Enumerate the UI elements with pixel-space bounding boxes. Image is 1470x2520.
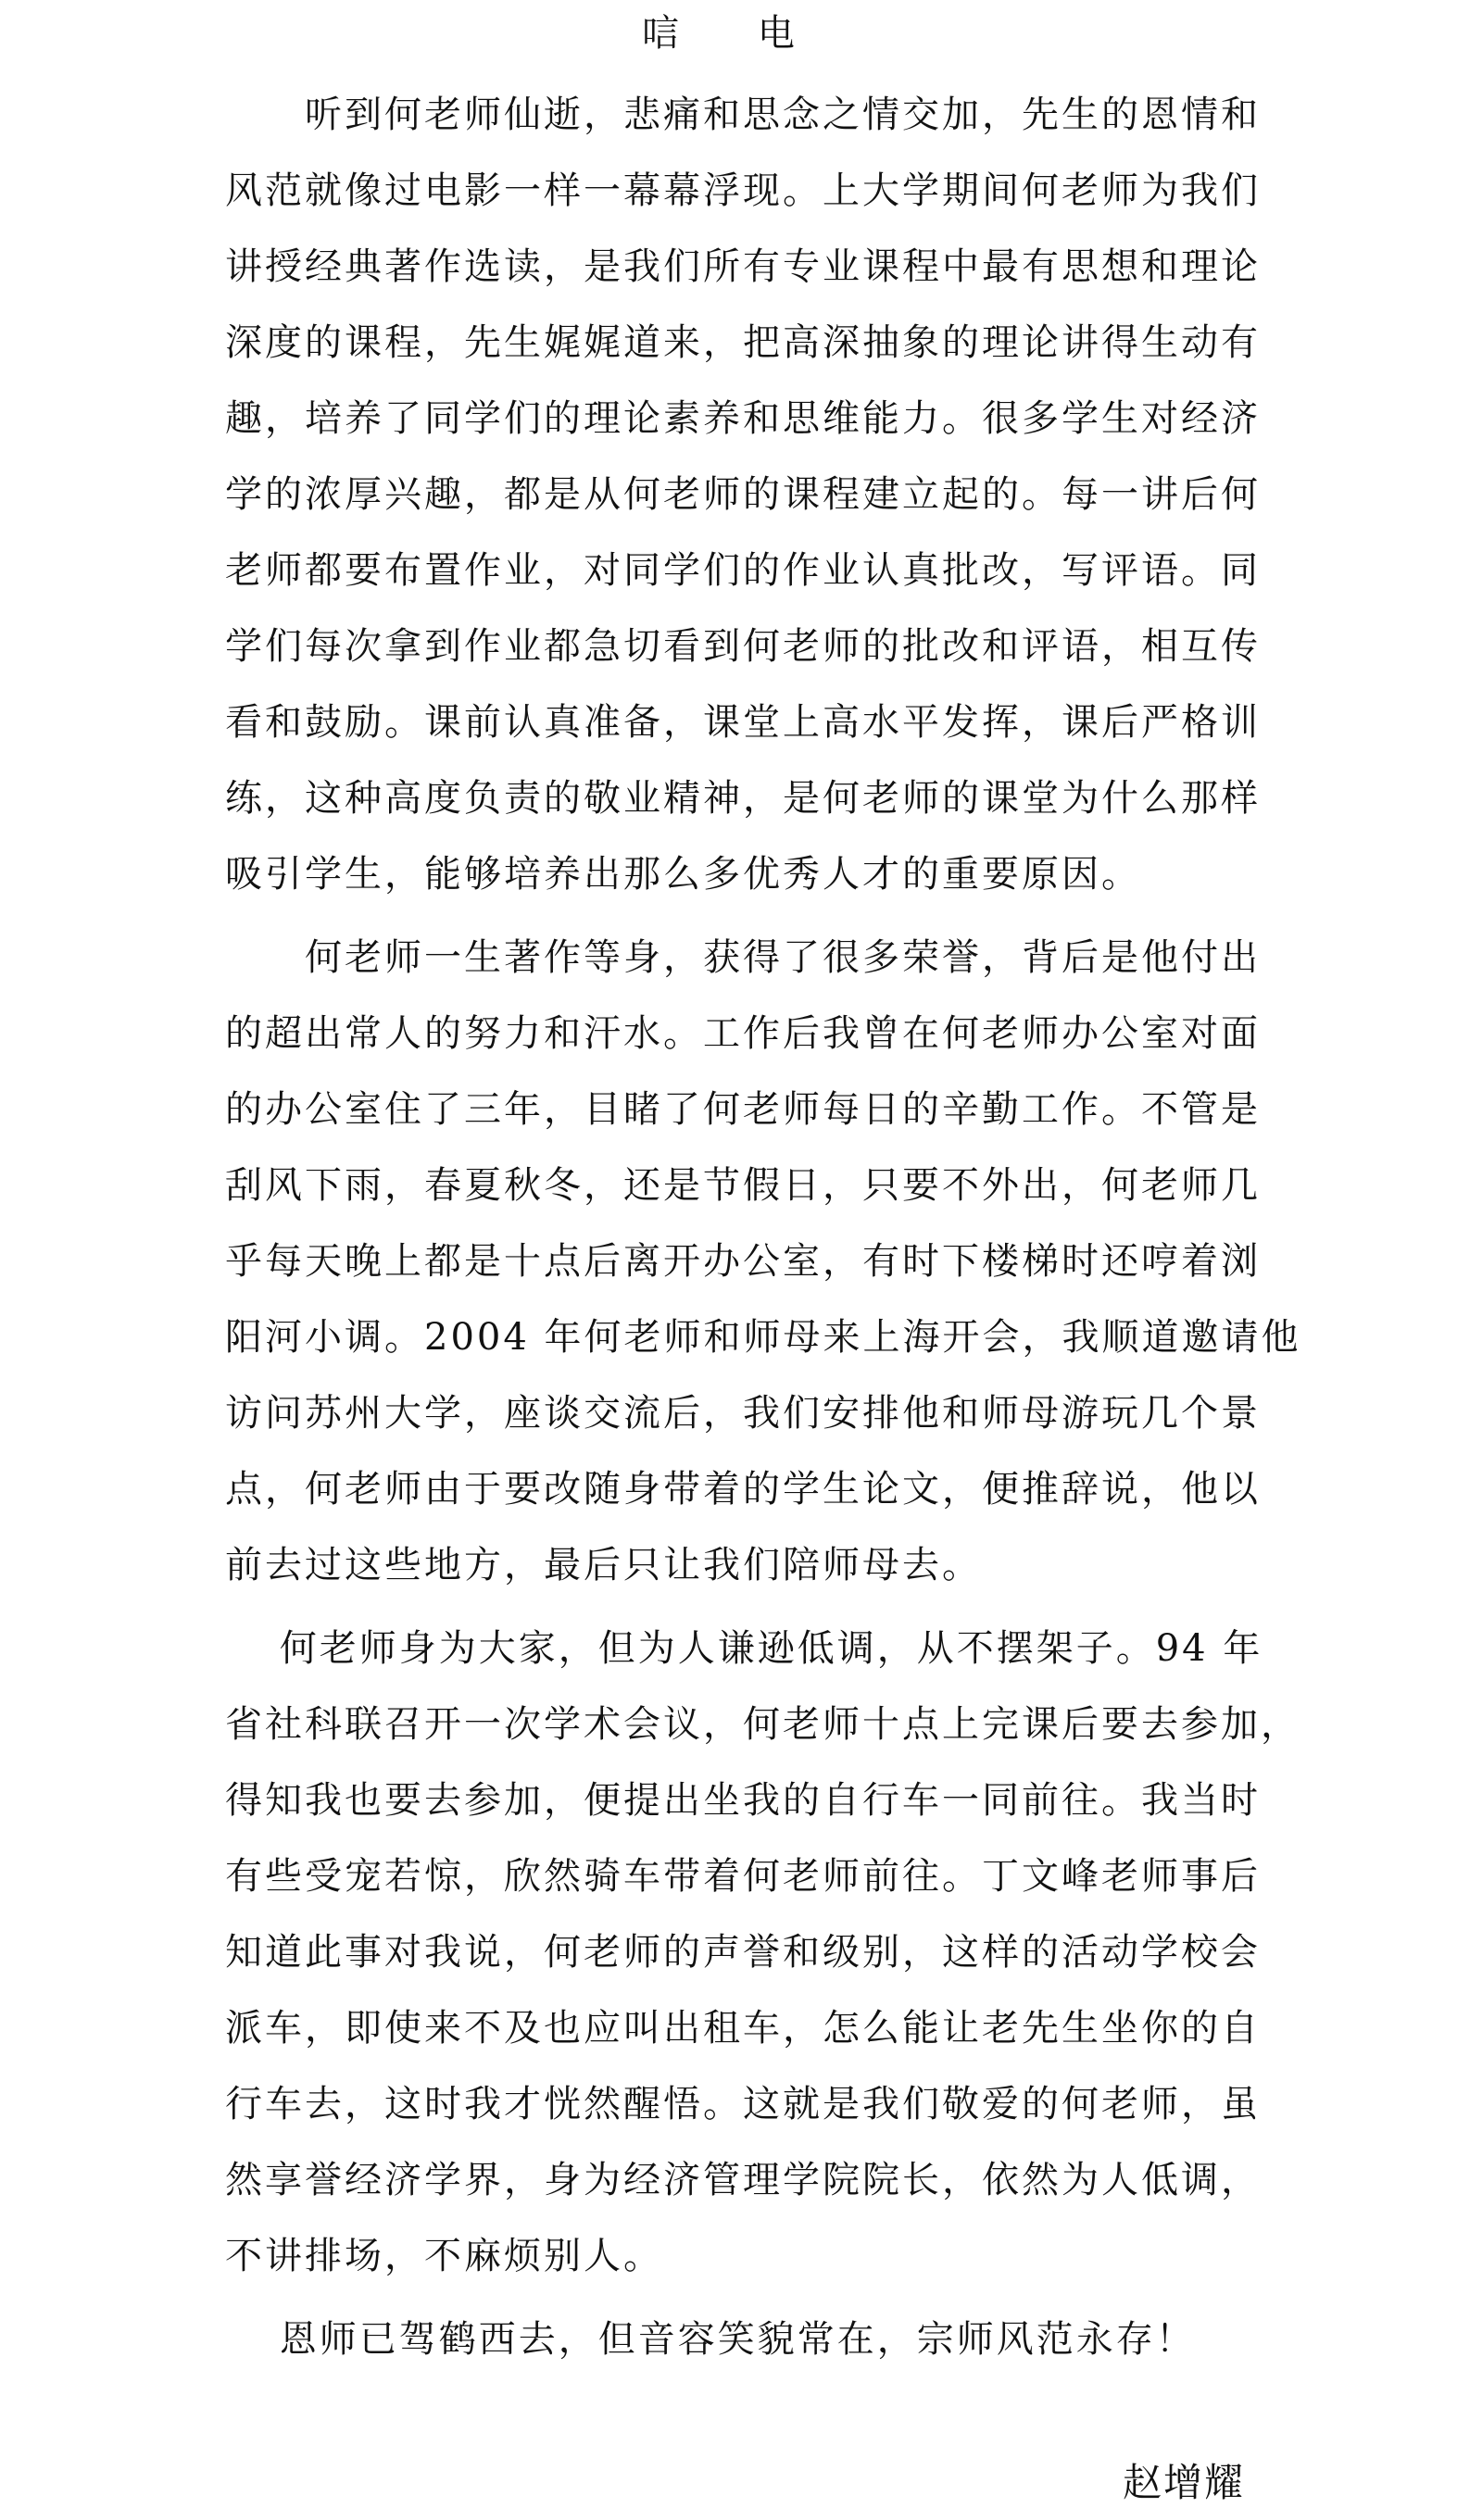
- body-line: 风范就像过电影一样一幕幕浮现。上大学期间何老师为我们: [225, 169, 1261, 212]
- body-line: 练，这种高度负责的敬业精神，是何老师的课堂为什么那样: [225, 777, 1261, 820]
- body-line: 不讲排场，不麻烦别人。: [225, 2235, 663, 2277]
- signature: 赵增耀: [1123, 2460, 1246, 2505]
- body-line: 前去过这些地方，最后只让我们陪师母去。: [225, 1544, 982, 1586]
- body-line: 的办公室住了三年，目睹了何老师每日的辛勤工作。不管是: [225, 1088, 1261, 1131]
- body-line: 趣，培养了同学们的理论素养和思维能力。很多学生对经济: [225, 397, 1261, 440]
- body-line: 乎每天晚上都是十点后离开办公室，有时下楼梯时还哼着浏: [225, 1240, 1261, 1283]
- document-title: 唁 电: [642, 12, 828, 55]
- body-line: 看和鼓励。课前认真准备，课堂上高水平发挥，课后严格训: [225, 701, 1261, 744]
- body-line: 恩师已驾鹤西去，但音容笑貌常在，宗师风范永存！: [225, 2318, 1196, 2361]
- body-line: 的超出常人的努力和汗水。工作后我曾在何老师办公室对面: [225, 1012, 1261, 1055]
- body-line: 何老师一生著作等身，获得了很多荣誉，背后是他付出: [225, 936, 1261, 979]
- body-line: 学们每次拿到作业都急切看到何老师的批改和评语，相互传: [225, 625, 1261, 668]
- body-line: 有些受宠若惊，欣然骑车带着何老师前往。丁文峰老师事后: [225, 1855, 1261, 1898]
- body-line: 讲授经典著作选读，是我们所有专业课程中最有思想和理论: [225, 245, 1261, 288]
- body-line: 深度的课程，先生娓娓道来，把高深抽象的理论讲得生动有: [225, 321, 1261, 364]
- body-line: 阳河小调。2004 年何老师和师母来上海开会，我顺道邀请他: [225, 1316, 1301, 1359]
- body-line: 听到何老师仙逝，悲痛和思念之情交加，先生的恩情和: [225, 94, 1261, 136]
- body-line: 省社科联召开一次学术会议，何老师十点上完课后要去参加，: [225, 1703, 1300, 1746]
- body-line: 老师都要布置作业，对同学们的作业认真批改，写评语。同: [225, 549, 1261, 592]
- body-line: 知道此事对我说，何老师的声誉和级别，这样的活动学校会: [225, 1931, 1261, 1974]
- body-line: 然享誉经济学界，身为经济管理学院院长，依然为人低调，: [225, 2159, 1261, 2201]
- body-line: 吸引学生，能够培养出那么多优秀人才的重要原因。: [225, 853, 1141, 896]
- body-line: 得知我也要去参加，便提出坐我的自行车一同前往。我当时: [225, 1779, 1261, 1822]
- body-line: 点，何老师由于要改随身带着的学生论文，便推辞说，他以: [225, 1468, 1261, 1511]
- body-line: 行车去，这时我才恍然醒悟。这就是我们敬爱的何老师，虽: [225, 2083, 1261, 2125]
- body-line: 何老师身为大家，但为人谦逊低调，从不摆架子。94 年: [225, 1627, 1263, 1670]
- body-line: 访问苏州大学，座谈交流后，我们安排他和师母游玩几个景: [225, 1392, 1261, 1435]
- body-line: 学的浓厚兴趣，都是从何老师的课程建立起的。每一讲后何: [225, 473, 1261, 516]
- body-line: 派车，即使来不及也应叫出租车，怎么能让老先生坐你的自: [225, 2007, 1261, 2050]
- body-line: 刮风下雨，春夏秋冬，还是节假日，只要不外出，何老师几: [225, 1164, 1261, 1207]
